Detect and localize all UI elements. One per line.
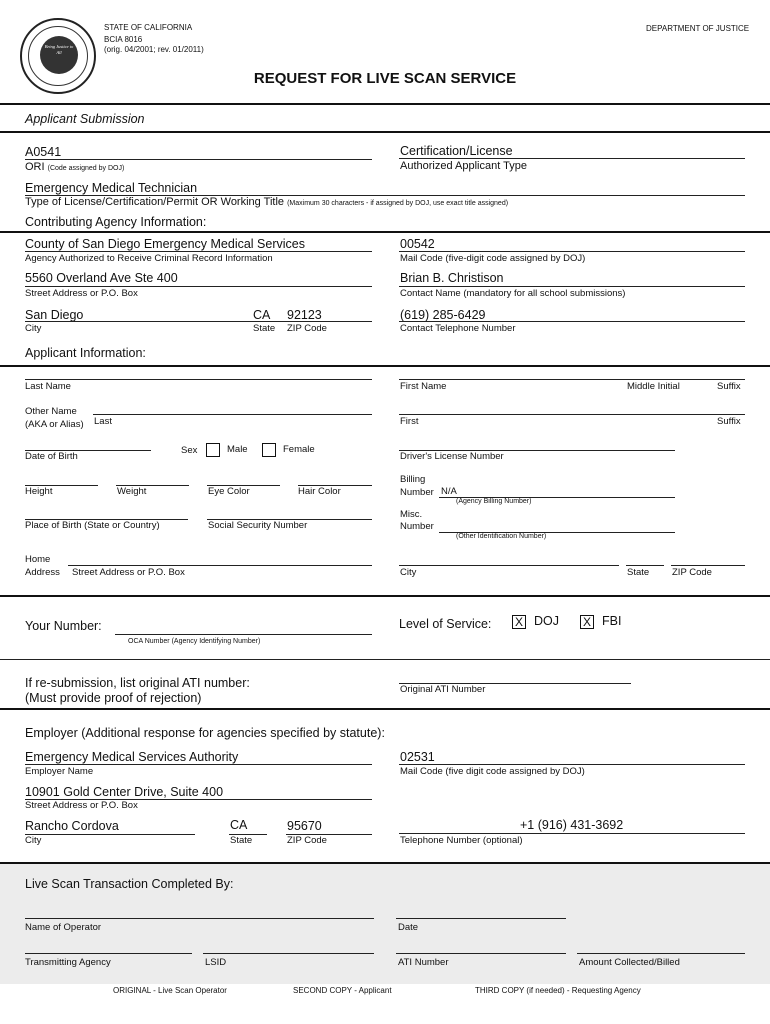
- ori-value[interactable]: A0541: [25, 145, 62, 159]
- contact-name-line: [399, 286, 745, 287]
- form-number: BCIA 8016: [104, 35, 143, 44]
- divider: [0, 231, 770, 233]
- fbi-label: FBI: [602, 614, 622, 628]
- drivers-license-label: Driver's License Number: [400, 451, 504, 462]
- contact-name-value[interactable]: Brian B. Christison: [400, 271, 504, 285]
- aka-first-line: [399, 414, 745, 415]
- state-label: STATE OF CALIFORNIA: [104, 23, 193, 32]
- aka-last-line: [93, 414, 372, 415]
- contact-phone-value[interactable]: (619) 285-6429: [400, 308, 486, 322]
- amount-label: Amount Collected/Billed: [579, 957, 680, 968]
- seal-motto: Bring Justice to All: [44, 44, 74, 55]
- form-revision: (orig. 04/2001; rev. 01/2011): [104, 45, 204, 54]
- employer-name-line: [25, 764, 372, 765]
- applicant-type-label: Authorized Applicant Type: [400, 160, 527, 172]
- employer-street-label: Street Address or P.O. Box: [25, 800, 138, 811]
- employer-city-label: City: [25, 835, 42, 846]
- female-label: Female: [283, 444, 315, 455]
- height-label: Height: [25, 486, 53, 497]
- misc-number-label: Number: [400, 521, 434, 532]
- male-label: Male: [227, 444, 248, 455]
- section-contributing-agency: Contributing Agency Information:: [25, 215, 207, 229]
- original-ati-label: Original ATI Number: [400, 684, 486, 695]
- employer-street-value[interactable]: 10901 Gold Center Drive, Suite 400: [25, 785, 224, 799]
- working-title-value[interactable]: Emergency Medical Technician: [25, 181, 198, 195]
- billing-label: Billing: [400, 474, 426, 485]
- ati-number-line: [396, 953, 566, 954]
- agency-value[interactable]: County of San Diego Emergency Medical Services: [25, 237, 305, 251]
- mail-code-line: [399, 251, 745, 252]
- contact-phone-line: [399, 321, 745, 322]
- place-of-birth-label: Place of Birth (State or Country): [25, 520, 160, 531]
- misc-label: Misc.: [400, 509, 423, 520]
- misc-note: (Other Identification Number): [456, 533, 547, 540]
- billing-number-label: Number: [400, 487, 434, 498]
- department-label: DEPARTMENT OF JUSTICE: [646, 24, 750, 33]
- eye-color-label: Eye Color: [208, 486, 250, 497]
- agency-line: [25, 953, 192, 954]
- home-state-label: State: [627, 567, 650, 578]
- operator-label: Name of Operator: [25, 922, 102, 933]
- section-live-scan: Live Scan Transaction Completed By:: [25, 877, 234, 891]
- home-city-line: [399, 565, 619, 566]
- date-line: [396, 918, 566, 919]
- home-city-label: City: [400, 567, 417, 578]
- male-checkbox[interactable]: [206, 443, 220, 457]
- female-checkbox[interactable]: [262, 443, 276, 457]
- employer-city-line: [25, 834, 195, 835]
- contact-phone-label: Contact Telephone Number: [400, 323, 516, 334]
- billing-value[interactable]: N/A: [441, 486, 457, 497]
- billing-note: (Agency Billing Number): [456, 498, 532, 505]
- copy-original: ORIGINAL - Live Scan Operator: [113, 986, 227, 995]
- agency-line: [25, 251, 372, 252]
- section-applicant-submission: Applicant Submission: [25, 112, 145, 126]
- hair-color-label: Hair Color: [298, 486, 341, 497]
- date-label: Date: [398, 922, 419, 933]
- agency-street-line: [25, 286, 372, 287]
- employer-name-value[interactable]: Emergency Medical Services Authority: [25, 750, 239, 764]
- applicant-type-line: [399, 158, 745, 159]
- divider: [0, 862, 770, 864]
- ssn-label: Social Security Number: [208, 520, 308, 531]
- ori-label: ORI (Code assigned by DOJ): [25, 161, 125, 173]
- divider: [0, 131, 770, 133]
- aka-label: (AKA or Alias): [25, 419, 84, 430]
- level-of-service-label: Level of Service:: [399, 617, 492, 631]
- agency-zip-value[interactable]: 92123: [287, 308, 322, 322]
- divider: [0, 595, 770, 597]
- divider: [0, 659, 770, 660]
- fbi-checkbox[interactable]: X: [580, 615, 594, 629]
- divider: [0, 103, 770, 105]
- middle-initial-label: Middle Initial: [627, 381, 680, 392]
- agency-city-label: City: [25, 323, 42, 334]
- divider: [0, 365, 770, 367]
- employer-city-value[interactable]: Rancho Cordova: [25, 819, 119, 833]
- aka-suffix-label: Suffix: [717, 416, 741, 427]
- resubmission-note: (Must provide proof of rejection): [25, 691, 202, 705]
- agency-zip-label: ZIP Code: [287, 323, 327, 334]
- agency-city-value[interactable]: San Diego: [25, 308, 84, 322]
- first-name-line: [399, 379, 745, 380]
- employer-mail-line: [399, 764, 745, 765]
- employer-mail-value[interactable]: 02531: [400, 750, 435, 764]
- copy-third: THIRD COPY (if needed) - Requesting Agency: [475, 986, 641, 995]
- aka-last-label: Last: [94, 416, 112, 427]
- home-state-line: [626, 565, 664, 566]
- section-employer: Employer (Additional response for agencies specified by statute):: [25, 726, 385, 740]
- your-number-label: Your Number:: [25, 619, 102, 633]
- employer-phone-line: [399, 833, 745, 834]
- employer-state-value[interactable]: CA: [230, 818, 248, 832]
- last-name-line: [25, 379, 372, 380]
- home-label: Home: [25, 554, 51, 565]
- employer-phone-label: Telephone Number (optional): [400, 835, 523, 846]
- dob-label: Date of Birth: [25, 451, 78, 462]
- working-title-label: Type of License/Certification/Permit OR Working Title (Maximum 30 characters - if assigned by DOJ, use exact title assigned): [25, 196, 509, 208]
- employer-mail-label: Mail Code (five digit code assigned by DOJ): [400, 766, 585, 777]
- transmitting-agency-label: Transmitting Agency: [25, 957, 111, 968]
- home-zip-label: ZIP Code: [672, 567, 712, 578]
- address-label: Address: [25, 567, 60, 578]
- weight-label: Weight: [117, 486, 147, 497]
- home-zip-line: [671, 565, 745, 566]
- section-applicant-information: Applicant Information:: [25, 346, 146, 360]
- mail-code-label: Mail Code (five-digit code assigned by DOJ): [400, 253, 586, 264]
- employer-phone-value[interactable]: +1 (916) 431-3692: [520, 818, 624, 832]
- ati-number-label: ATI Number: [398, 957, 449, 968]
- last-name-label: Last Name: [25, 381, 71, 392]
- operator-line: [25, 918, 374, 919]
- agency-city-line: [25, 321, 372, 322]
- copy-second: SECOND COPY - Applicant: [293, 986, 392, 995]
- first-name-label: First Name: [400, 381, 447, 392]
- ori-line: [25, 159, 372, 160]
- aka-first-label: First: [400, 416, 419, 427]
- mail-code-value[interactable]: 00542: [400, 237, 435, 251]
- oca-note: OCA Number (Agency Identifying Number): [128, 638, 261, 645]
- applicant-type-value[interactable]: Certification/License: [400, 144, 513, 158]
- agency-street-value[interactable]: 5560 Overland Ave Ste 400: [25, 271, 178, 285]
- your-number-line: [115, 634, 372, 635]
- employer-zip-label: ZIP Code: [287, 835, 327, 846]
- amount-line: [577, 953, 745, 954]
- home-street-line: [68, 565, 372, 566]
- employer-zip-value[interactable]: 95670: [287, 819, 322, 833]
- agency-label: Agency Authorized to Receive Criminal Record Information: [25, 253, 273, 264]
- agency-state-label: State: [253, 323, 276, 334]
- contact-name-label: Contact Name (mandatory for all school submissions): [400, 288, 626, 299]
- agency-state-value[interactable]: CA: [253, 308, 271, 322]
- sex-label: Sex: [181, 445, 198, 456]
- suffix-label: Suffix: [717, 381, 741, 392]
- doj-label: DOJ: [534, 614, 559, 628]
- home-street-label: Street Address or P.O. Box: [72, 567, 185, 578]
- doj-checkbox[interactable]: X: [512, 615, 526, 629]
- employer-name-label: Employer Name: [25, 766, 94, 777]
- lsid-line: [203, 953, 374, 954]
- lsid-label: LSID: [205, 957, 227, 968]
- page-title: REQUEST FOR LIVE SCAN SERVICE: [253, 70, 517, 87]
- resubmission-label: If re-submission, list original ATI number:: [25, 676, 250, 690]
- employer-state-label: State: [230, 835, 253, 846]
- other-name-label: Other Name: [25, 406, 77, 417]
- divider: [0, 708, 770, 710]
- agency-street-label: Street Address or P.O. Box: [25, 288, 138, 299]
